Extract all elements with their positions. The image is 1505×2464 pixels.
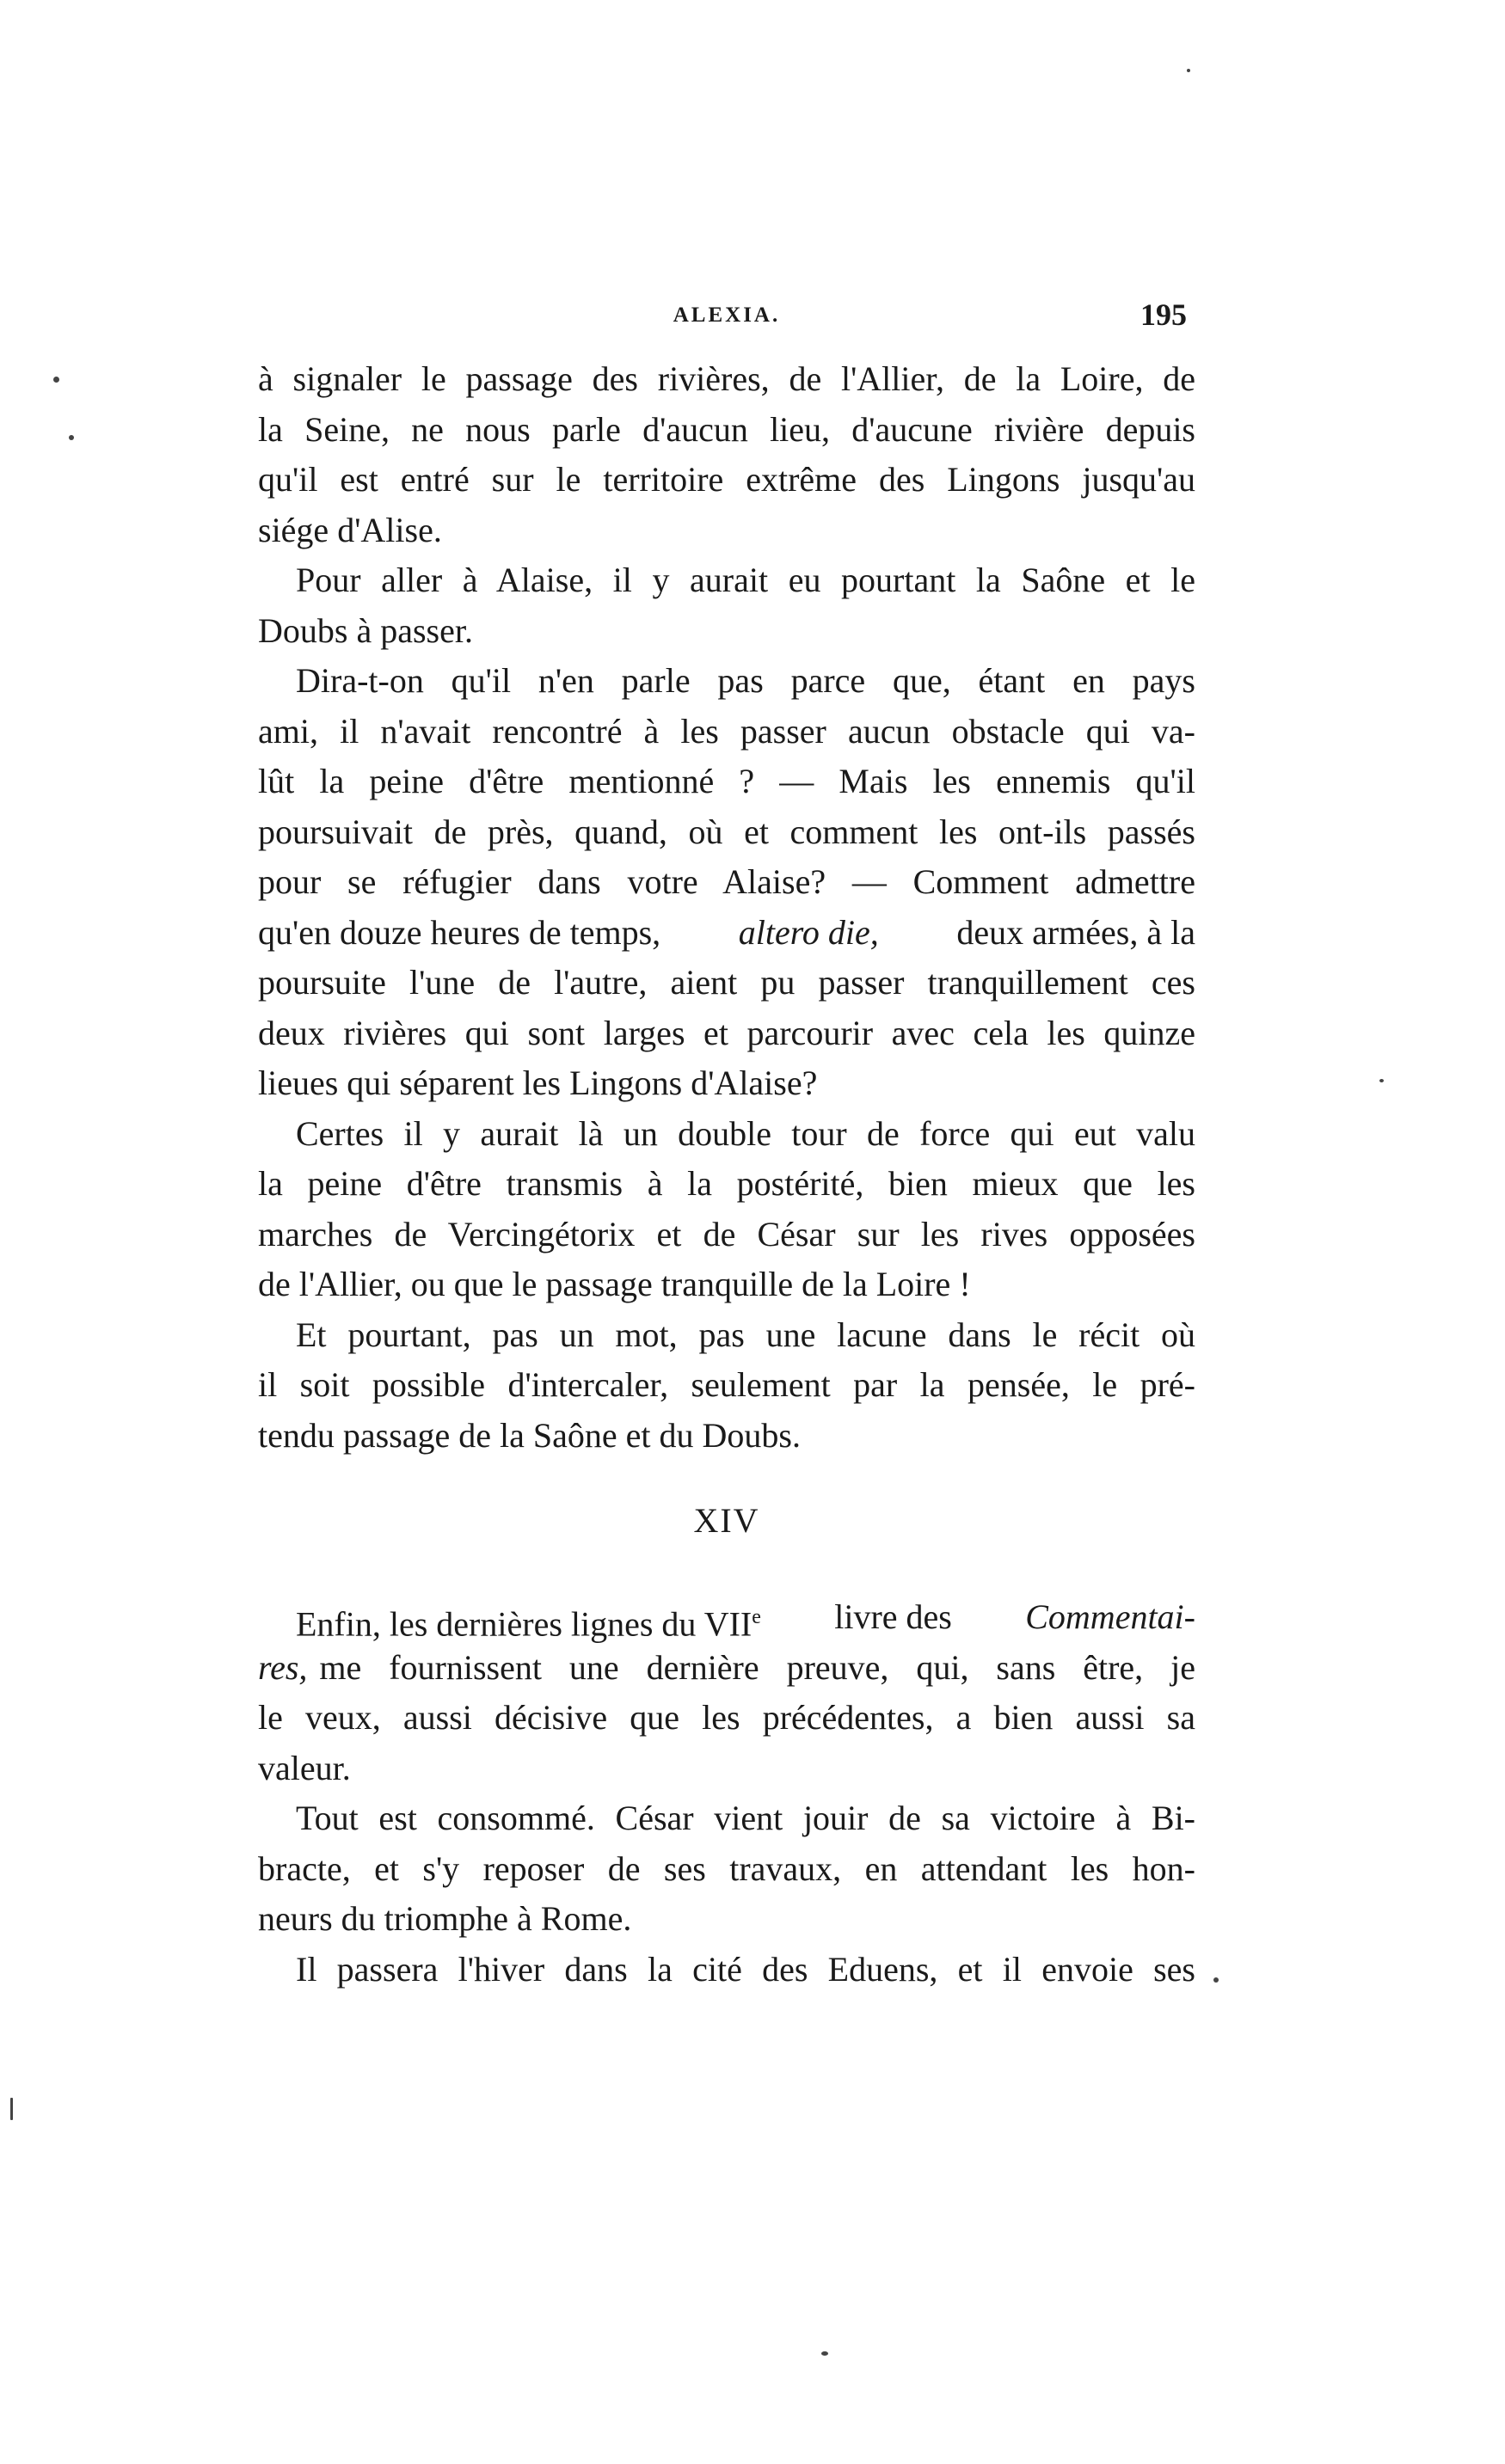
- text-block-1: [258, 354, 1195, 1461]
- text-line: Doubs à passer.: [258, 610, 473, 650]
- text-line: deux rivières qui sont larges et parcourir avec cela les quinze: [258, 1013, 1195, 1052]
- text-line: [258, 1643, 1195, 1694]
- paper-speck: [1187, 69, 1190, 72]
- text-line: qu'il est entré sur le territoire extrême des Lingons jusqu'au: [258, 460, 1195, 499]
- text-segment: deux armées, à la: [956, 912, 1195, 952]
- text-line: il soit possible d'intercaler, seulement par la pensée, le pré-: [258, 1365, 1195, 1404]
- text-line: à signaler le passage des rivières, de l'Allier, de la Loire, de: [258, 359, 1195, 398]
- text-line: neurs du triomphe à Rome.: [258, 1899, 632, 1938]
- text-line: bracte, et s'y reposer de ses travaux, en attendant les hon-: [258, 1848, 1195, 1888]
- text-segment: me fournissent une dernière preuve, qui, sans être, je: [319, 1647, 1195, 1687]
- text-segment: [296, 1592, 761, 1643]
- paper-speck: [1379, 1079, 1384, 1082]
- page-header: [258, 297, 1195, 340]
- book-title: Commentai-: [1025, 1597, 1195, 1636]
- text-line: [258, 908, 1195, 959]
- text-line: Tout est consommé. César vient jouir de sa victoire à Bi-: [296, 1799, 1195, 1837]
- text-line: lieues qui séparent les Lingons d'Alaise?: [258, 1063, 818, 1102]
- text-line: tendu passage de la Saône et du Doubs.: [258, 1415, 801, 1455]
- text-line: de l'Allier, ou que le passage tranquille de la Loire !: [258, 1265, 971, 1303]
- running-title: ALEXIA.: [673, 303, 781, 327]
- text-segment: livre des: [834, 1597, 952, 1636]
- paper-speck: [1213, 1977, 1219, 1983]
- paper-speck: [53, 377, 59, 383]
- text-line: valeur.: [258, 1748, 351, 1787]
- paper-speck: [10, 2098, 13, 2120]
- book-title: res,: [258, 1647, 308, 1687]
- text-line: la Seine, ne nous parle d'aucun lieu, d'aucune rivière depuis: [258, 409, 1195, 449]
- text-segment: Enfin, les dernières lignes du VII: [296, 1604, 752, 1644]
- text-line: la peine d'être transmis à la postérité, bien mieux que les: [258, 1164, 1195, 1203]
- text-line: Et pourtant, pas un mot, pas une lacune dans le récit où: [296, 1315, 1195, 1354]
- text-line: marches de Vercingétorix et de César sur les rives opposées: [258, 1214, 1195, 1253]
- text-line: poursuivait de près, quand, où et comment les ont-ils passés: [258, 812, 1195, 851]
- text-line: siége d'Alise.: [258, 510, 442, 549]
- text-line: [258, 1592, 1195, 1643]
- latin-phrase: altero die,: [738, 912, 879, 952]
- paper-speck: [69, 435, 74, 440]
- paper-speck: [821, 2351, 828, 2356]
- text-block-2: [258, 1592, 1195, 1995]
- text-line: pour se réfugier dans votre Alaise? — Comment admettre: [258, 862, 1195, 901]
- text-line: lût la peine d'être mentionné ? — Mais les ennemis qu'il: [258, 762, 1195, 800]
- text-line: Il passera l'hiver dans la cité des Eduens, et il envoie ses: [296, 1949, 1195, 1989]
- text-segment: qu'en douze heures de temps,: [258, 912, 661, 952]
- text-line: ami, il n'avait rencontré à les passer aucun obstacle qui va-: [258, 711, 1195, 751]
- page-number: 195: [1140, 297, 1187, 332]
- section-heading: XIV: [693, 1501, 760, 1540]
- text-line: Pour aller à Alaise, il y aurait eu pourtant la Saône et le: [296, 561, 1195, 599]
- text-line: le veux, aussi décisive que les précédentes, a bien aussi sa: [258, 1698, 1195, 1737]
- text-line: poursuite l'une de l'autre, aient pu passer tranquillement ces: [258, 963, 1195, 1002]
- text-line: Dira-t-on qu'il n'en parle pas parce que, étant en pays: [296, 661, 1195, 700]
- superscript: e: [752, 1606, 761, 1628]
- text-line: Certes il y aurait là un double tour de force qui eut valu: [296, 1113, 1195, 1153]
